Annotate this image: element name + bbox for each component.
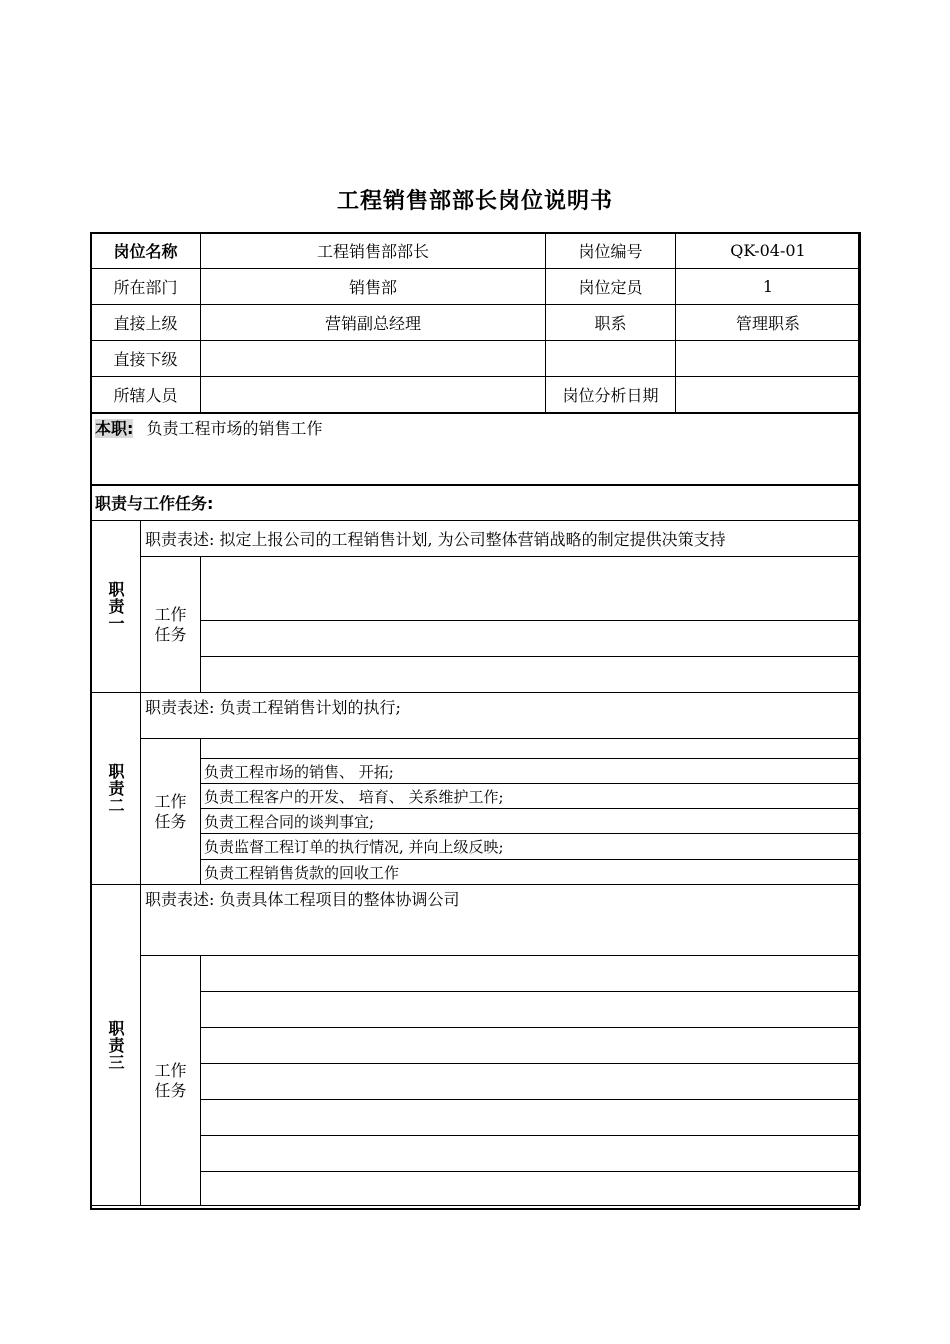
duty-3-task-row — [91, 992, 861, 1028]
duty-3-task-row — [91, 1172, 861, 1206]
label-superior: 直接上级 — [91, 305, 201, 341]
duty-3-task-row — [91, 1136, 861, 1172]
label-analysis-date: 岗位分析日期 — [546, 377, 676, 413]
duty-3-task — [201, 956, 861, 992]
duty-2-task: 负责工程销售货款的回收工作 — [201, 860, 861, 885]
value-analysis-date — [676, 377, 861, 413]
row-main-duty — [91, 413, 861, 485]
duty-2-task-row — [91, 759, 861, 784]
duty-1-description: 职责表述: 拟定上报公司的工程销售计划, 为公司整体营销战略的制定提供决策支持 — [141, 521, 861, 557]
value-job-name: 工程销售部部长 — [201, 233, 546, 269]
value-job-family: 管理职系 — [676, 305, 861, 341]
value-blank — [676, 341, 861, 377]
row-department — [91, 269, 861, 305]
value-subordinate — [201, 341, 546, 377]
duty-1-heading: 职责一 — [106, 581, 125, 632]
value-job-code: QK-04-01 — [676, 233, 861, 269]
label-staff: 所辖人员 — [91, 377, 201, 413]
duty-3-description-row — [91, 885, 861, 956]
job-description-table — [90, 232, 860, 1210]
duty-3-heading-cell — [91, 885, 141, 1206]
value-superior: 营销副总经理 — [201, 305, 546, 341]
duty-1-task — [201, 557, 861, 621]
main-duty-text: 负责工程市场的销售工作 — [146, 418, 323, 438]
label-department: 所在部门 — [91, 269, 201, 305]
value-department: 销售部 — [201, 269, 546, 305]
duty-3-task — [201, 1100, 861, 1136]
duty-2-task-row — [91, 834, 861, 860]
duty-2-heading-cell — [91, 693, 141, 885]
duty-2-task: 负责监督工程订单的执行情况, 并向上级反映; — [201, 834, 861, 860]
duty-3-task — [201, 1064, 861, 1100]
value-staff — [201, 377, 546, 413]
duty-3-task-row — [91, 956, 861, 992]
label-subordinate: 直接下级 — [91, 341, 201, 377]
row-superior — [91, 305, 861, 341]
row-staff — [91, 377, 861, 413]
duty-2-task-row — [91, 784, 861, 809]
duty-3-task-label: 工作任务 — [141, 956, 201, 1206]
duty-2-task-row — [91, 860, 861, 885]
duty-2-heading: 职责二 — [106, 763, 125, 814]
label-job-family: 职系 — [546, 305, 676, 341]
label-headcount: 岗位定员 — [546, 269, 676, 305]
duty-2-task: 负责工程合同的谈判事宜; — [201, 809, 861, 834]
duty-3-task — [201, 992, 861, 1028]
duty-1-task-label: 工作任务 — [141, 557, 201, 693]
duty-3-description: 职责表述: 负责具体工程项目的整体协调公司 — [141, 885, 861, 956]
duty-2-task-row — [91, 809, 861, 834]
duty-2-description: 职责表述: 负责工程销售计划的执行; — [141, 693, 861, 739]
duty-2-task: 负责工程客户的开发、 培育、 关系维护工作; — [201, 784, 861, 809]
duty-1-task-row — [91, 657, 861, 693]
duty-3-task — [201, 1172, 861, 1206]
label-job-code: 岗位编号 — [546, 233, 676, 269]
duty-1-description-row — [91, 521, 861, 557]
duty-1-task — [201, 621, 861, 657]
duty-2-description-row — [91, 693, 861, 739]
label-job-name: 岗位名称 — [91, 233, 201, 269]
duty-3-task-row — [91, 1064, 861, 1100]
main-duty-label: 本职: — [95, 418, 134, 438]
duty-2-task: 负责工程市场的销售、 开拓; — [201, 759, 861, 784]
row-duties-header — [91, 485, 861, 521]
row-subordinate — [91, 341, 861, 377]
duty-3-task-row — [91, 1100, 861, 1136]
value-headcount: 1 — [676, 269, 861, 305]
duty-3-task-row — [91, 1028, 861, 1064]
duty-2-task — [201, 739, 861, 759]
duty-1-heading-cell — [91, 521, 141, 693]
duty-2-task-label: 工作任务 — [141, 739, 201, 885]
duty-1-task-row — [91, 621, 861, 657]
duty-3-task — [201, 1136, 861, 1172]
duty-3-task — [201, 1028, 861, 1064]
duty-1-task — [201, 657, 861, 693]
duty-1-task-row — [91, 557, 861, 621]
row-job-name — [91, 233, 861, 269]
label-blank — [546, 341, 676, 377]
duties-header: 职责与工作任务: — [91, 485, 861, 521]
duty-2-task-row — [91, 739, 861, 759]
duty-3-heading: 职责三 — [106, 1019, 125, 1071]
document-title: 工程销售部部长岗位说明书 — [336, 189, 613, 214]
